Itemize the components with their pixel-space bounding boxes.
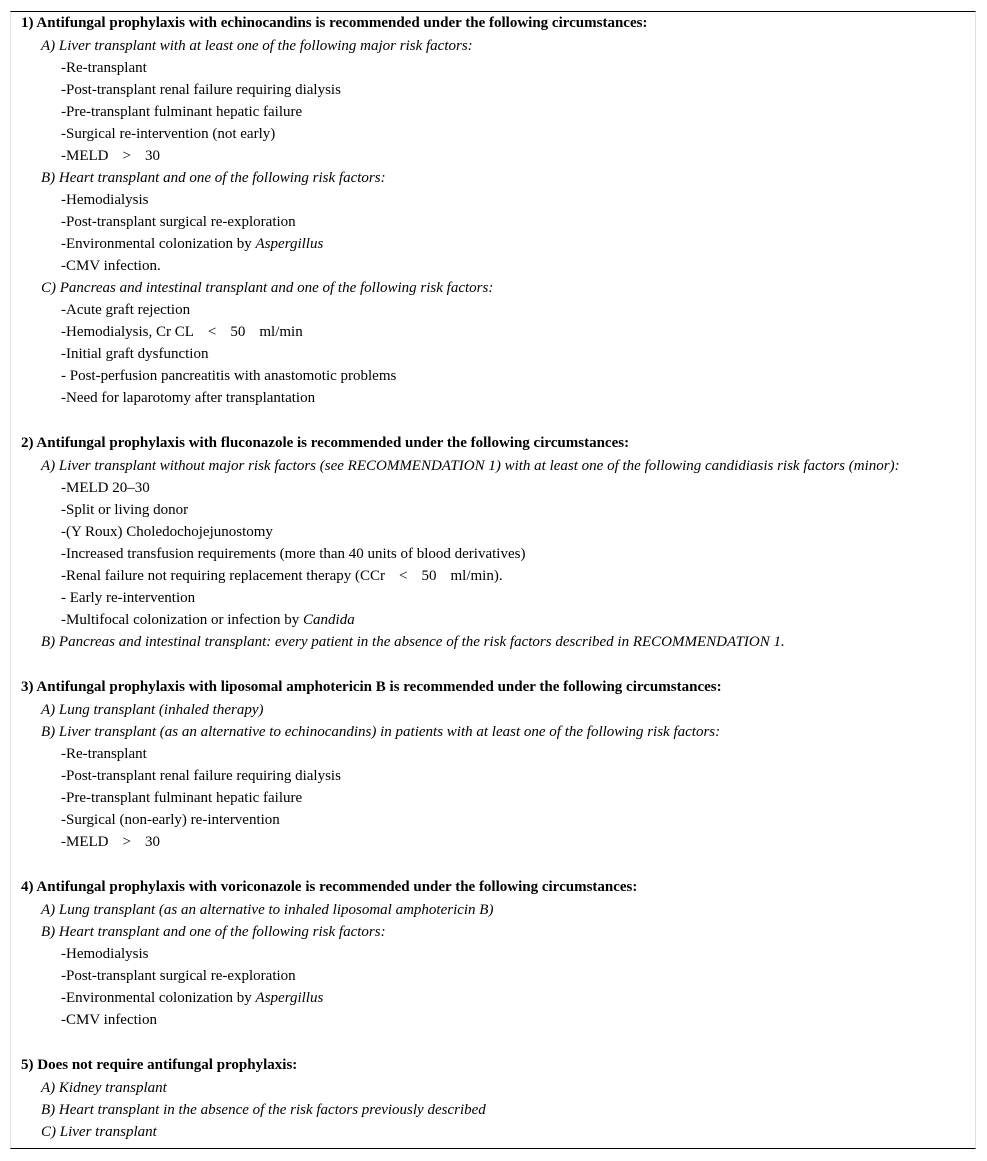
section-3-a-label: A) Lung transplant (inhaled therapy) bbox=[41, 702, 264, 718]
list-item: -CMV infection. bbox=[61, 258, 161, 274]
list-item: -Acute graft rejection bbox=[61, 302, 191, 318]
list-item: -Increased transfusion requirements (more than 40 units of blood derivatives) bbox=[61, 546, 526, 562]
list-item: -Post-transplant renal failure requiring dialysis bbox=[61, 82, 341, 98]
section-5-c-label: C) Liver transplant bbox=[41, 1124, 157, 1140]
list-item: -Multifocal colonization or infection by Candida bbox=[61, 612, 355, 628]
list-item: -Split or living donor bbox=[61, 502, 189, 518]
section-2-heading: 2) Antifungal prophylaxis with fluconazole is recommended under the following circumstances: bbox=[21, 435, 630, 451]
list-item: -Post-transplant surgical re-exploration bbox=[61, 968, 296, 984]
section-1-c-label: C) Pancreas and intestinal transplant and one of the following risk factors: bbox=[41, 280, 494, 296]
section-1-b-label: B) Heart transplant and one of the following risk factors: bbox=[41, 170, 386, 186]
list-item: -Post-transplant renal failure requiring dialysis bbox=[61, 768, 341, 784]
list-item: -Hemodialysis bbox=[61, 946, 149, 962]
section-3-heading: 3) Antifungal prophylaxis with liposomal amphotericin B is recommended under the following circumstances: bbox=[21, 679, 722, 695]
list-item: - Post-perfusion pancreatitis with anastomotic problems bbox=[61, 368, 397, 384]
section-4-a-label: A) Lung transplant (as an alternative to inhaled liposomal amphotericin B) bbox=[41, 902, 494, 918]
list-item: -MELD 20–30 bbox=[61, 480, 150, 496]
list-item: -Re-transplant bbox=[61, 746, 147, 762]
list-item: -Environmental colonization by Aspergillus bbox=[61, 990, 324, 1006]
section-4-heading: 4) Antifungal prophylaxis with voriconazole is recommended under the following circumstances: bbox=[21, 879, 638, 895]
section-2-a-label: A) Liver transplant without major risk factors (see RECOMMENDATION 1) with at least one of the following candidiasis risk factors (minor): bbox=[41, 458, 900, 474]
section-5-b-label: B) Heart transplant in the absence of the risk factors previously described bbox=[41, 1102, 486, 1118]
list-item: -Need for laparotomy after transplantation bbox=[61, 390, 316, 406]
list-item: -Pre-transplant fulminant hepatic failure bbox=[61, 790, 303, 806]
list-item: -MELD > 30 bbox=[61, 834, 160, 850]
section-5-heading: 5) Does not require antifungal prophylaxis: bbox=[21, 1057, 298, 1073]
list-item: -Post-transplant surgical re-exploration bbox=[61, 214, 296, 230]
list-item: -Hemodialysis bbox=[61, 192, 149, 208]
list-item: -Surgical (non-early) re-intervention bbox=[61, 812, 280, 828]
list-item: -Pre-transplant fulminant hepatic failure bbox=[61, 104, 303, 120]
list-item: -MELD > 30 bbox=[61, 148, 160, 164]
list-item: - Early re-intervention bbox=[61, 590, 196, 606]
section-3-b-label: B) Liver transplant (as an alternative to echinocandins) in patients with at least one of the following risk factors: bbox=[41, 724, 721, 740]
section-2-b-label: B) Pancreas and intestinal transplant: every patient in the absence of the risk factors described in RECOMMENDATION 1. bbox=[41, 634, 785, 650]
list-item: -CMV infection bbox=[61, 1012, 157, 1028]
list-item: -Environmental colonization by Aspergillus bbox=[61, 236, 324, 252]
list-item: -Initial graft dysfunction bbox=[61, 346, 209, 362]
section-1-a-label: A) Liver transplant with at least one of the following major risk factors: bbox=[41, 38, 473, 54]
list-item: -Re-transplant bbox=[61, 60, 147, 76]
section-5-a-label: A) Kidney transplant bbox=[41, 1080, 167, 1096]
list-item: -(Y Roux) Choledochojejunostomy bbox=[61, 524, 273, 540]
list-item: -Hemodialysis, Cr CL < 50 ml/min bbox=[61, 324, 303, 340]
list-item: -Renal failure not requiring replacement therapy (CCr < 50 ml/min). bbox=[61, 568, 503, 584]
list-item: -Surgical re-intervention (not early) bbox=[61, 126, 276, 142]
section-4-b-label: B) Heart transplant and one of the following risk factors: bbox=[41, 924, 386, 940]
section-1-heading: 1) Antifungal prophylaxis with echinocandins is recommended under the following circumstances: bbox=[21, 15, 648, 31]
